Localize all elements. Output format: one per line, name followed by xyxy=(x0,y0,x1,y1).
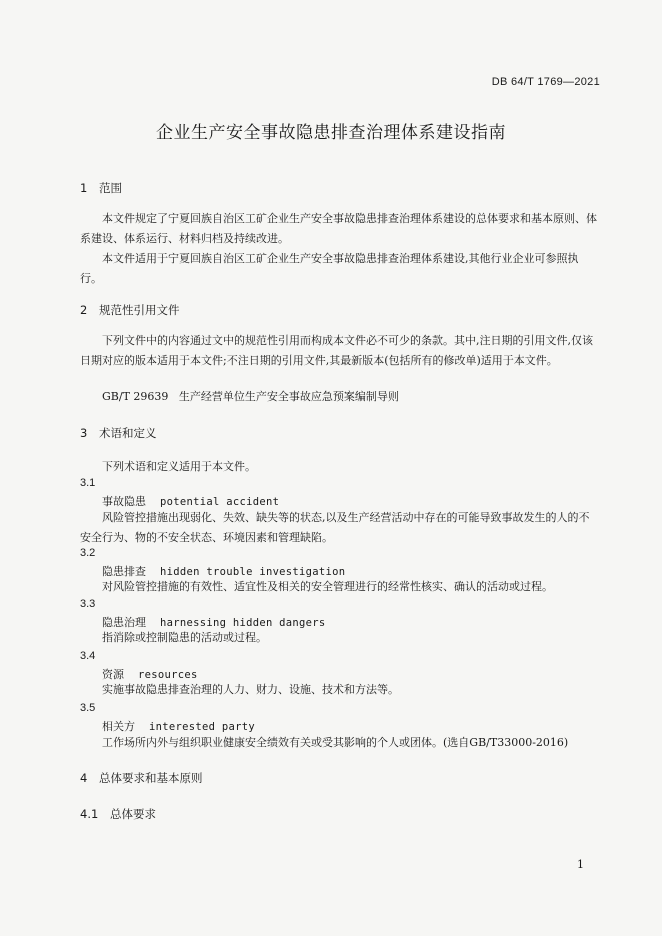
section-number: 2 xyxy=(80,303,88,317)
term-zh: 隐患排查 xyxy=(102,565,146,578)
subsection-title: 总体要求 xyxy=(110,807,156,821)
normative-reference: GB/T 29639 生产经营单位生产安全事故应急预案编制导则 xyxy=(102,390,399,403)
section-1-paragraph-2: 本文件适用于宁夏回族自治区工矿企业生产安全事故隐患排查治理体系建设,其他行业企业可参照执行。 xyxy=(80,252,579,285)
term-zh: 资源 xyxy=(102,668,124,681)
section-number: 3 xyxy=(80,426,88,440)
term-zh: 相关方 xyxy=(102,720,135,733)
section-title: 总体要求和基本原则 xyxy=(99,771,203,785)
section-2-heading xyxy=(80,302,180,318)
term-name xyxy=(102,718,255,734)
term-en: interested party xyxy=(149,721,255,733)
term-definition: 工作场所内外与组织职业健康安全绩效有关或受其影响的个人或团体。(选自GB/T33000-2016) xyxy=(102,736,569,749)
term-zh: 隐患治理 xyxy=(102,616,146,629)
section-number: 1 xyxy=(80,181,88,195)
term-name xyxy=(102,493,279,509)
term-definition: 实施事故隐患排查治理的人力、财力、设施、技术和方法等。 xyxy=(102,683,399,696)
section-3-intro: 下列术语和定义适用于本文件。 xyxy=(102,460,256,473)
term-definition: 风险管控措施出现弱化、失效、缺失等的状态,以及生产经营活动中存在的可能导致事故发生的人的不安全行为、物的不安全状态、环境因素和管理缺陷。 xyxy=(80,511,590,544)
subsection-number: 4.1 xyxy=(80,807,99,821)
section-3-heading xyxy=(80,425,157,441)
term-number: 3.2 xyxy=(80,547,96,559)
section-1-heading xyxy=(80,180,122,196)
section-title: 范围 xyxy=(99,181,122,195)
term-en: potential accident xyxy=(160,496,280,508)
term-definition: 指消除或控制隐患的活动或过程。 xyxy=(102,631,267,644)
subsection-4-1-heading xyxy=(80,806,156,822)
term-number: 3.5 xyxy=(80,702,96,714)
section-title: 规范性引用文件 xyxy=(99,303,180,317)
term-number: 3.4 xyxy=(80,650,96,662)
term-number: 3.3 xyxy=(80,598,96,610)
term-definition: 对风险管控措施的有效性、适宜性及相关的安全管理进行的经常性核实、确认的活动或过程。 xyxy=(102,580,553,593)
section-4-heading xyxy=(80,770,203,786)
section-number: 4 xyxy=(80,771,88,785)
term-number: 3.1 xyxy=(80,477,96,489)
page-number: 1 xyxy=(577,858,584,871)
page-title: 企业生产安全事故隐患排查治理体系建设指南 xyxy=(156,123,506,143)
term-en: harnessing hidden dangers xyxy=(160,617,326,629)
term-zh: 事故隐患 xyxy=(102,495,146,508)
term-en: resources xyxy=(138,669,198,681)
term-en: hidden trouble investigation xyxy=(160,566,346,578)
section-1-paragraph-1: 本文件规定了宁夏回族自治区工矿企业生产安全事故隐患排查治理体系建设的总体要求和基本原则、体系建设、体系运行、材料归档及持续改进。 xyxy=(80,212,597,245)
standard-number: DB 64/T 1769—2021 xyxy=(491,76,600,88)
section-title: 术语和定义 xyxy=(99,426,157,440)
section-2-paragraph-1: 下列文件中的内容通过文中的规范性引用而构成本文件必不可少的条款。其中,注日期的引用文件,仅该日期对应的版本适用于本文件;不注日期的引用文件,其最新版本(包括所有的修改单)适用于本文件。 xyxy=(80,334,593,367)
